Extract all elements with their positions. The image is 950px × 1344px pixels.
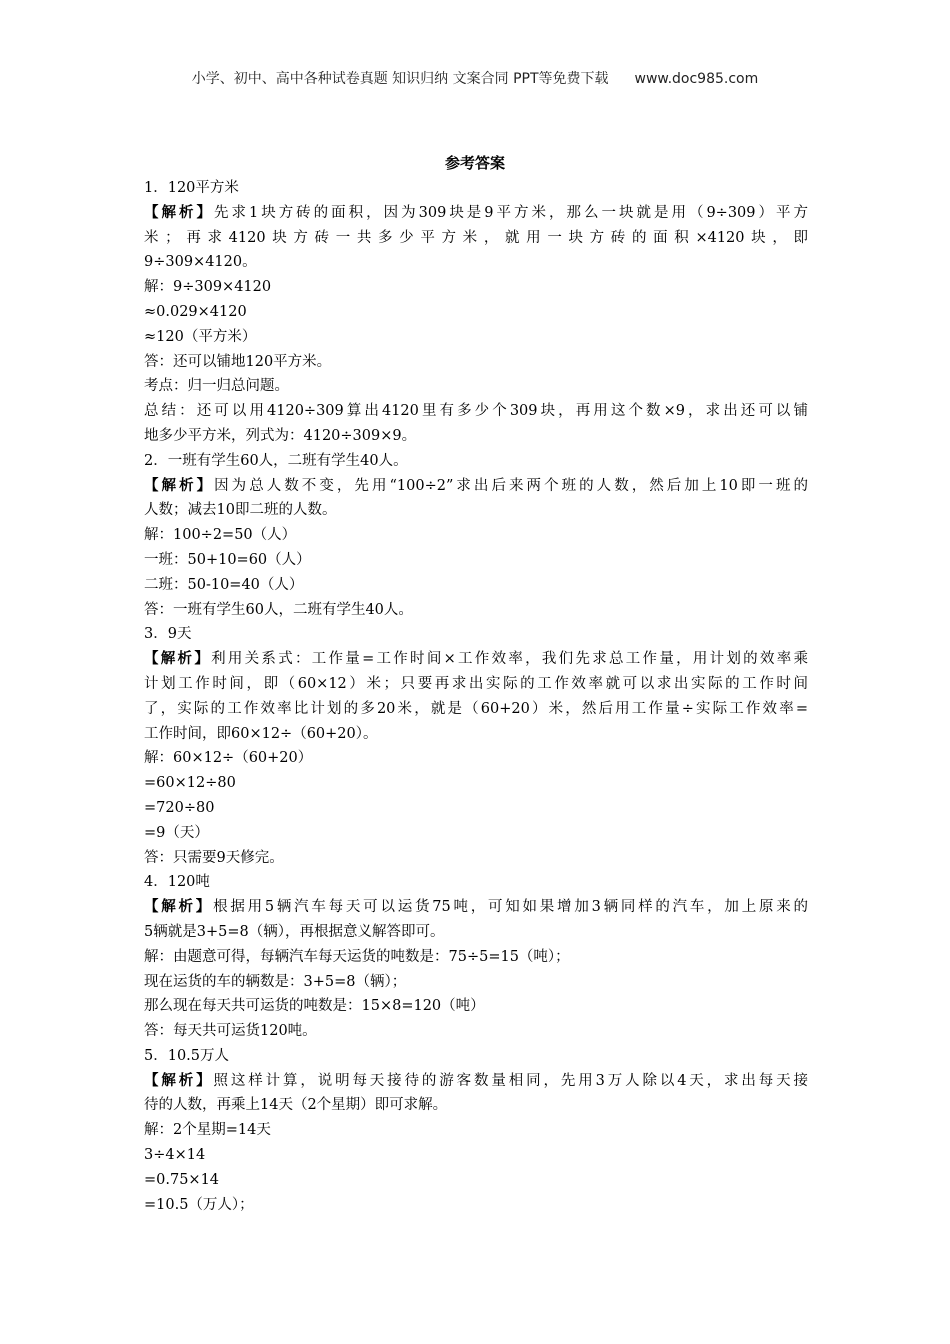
- analysis-tag: 【解析】: [144, 476, 215, 494]
- header-site-link[interactable]: www.doc985.com: [634, 71, 759, 87]
- analysis-tag: 【解析】: [144, 650, 212, 668]
- q1-analysis-line-2: 米；再求4120块方砖一共多少平方米，就用一块方砖的面积×4120块，即: [144, 229, 808, 246]
- q3-analysis-line-4: 工作时间，即60×12÷（60+20）。: [144, 725, 378, 742]
- q5-step-2: 3÷4×14: [144, 1147, 206, 1164]
- q3-step-2: =60×12÷80: [144, 775, 236, 792]
- q1-step-2: ≈0.029×4120: [144, 303, 247, 320]
- q1-summary-line-2: 地多少平方米，列式为：4120÷309×9。: [144, 427, 417, 444]
- q2-answer: 2．一班有学生60人，二班有学生40人。: [144, 452, 408, 469]
- q4-step-1: 解：由题意可得，每辆汽车每天运货的吨数是：75÷5=15（吨）；: [144, 948, 570, 965]
- page-header: [0, 68, 950, 88]
- q4-analysis-line-1: 【解析】根据用5辆汽车每天可以运货75吨，可知如果增加3辆同样的汽车，加上原来的: [144, 898, 808, 916]
- q5-analysis-line-2: 待的人数，再乘上14天（2个星期）即可求解。: [144, 1097, 448, 1114]
- q5-answer: 5．10.5万人: [144, 1047, 230, 1064]
- q2-step-3: 二班：50-10=40（人）: [144, 576, 304, 593]
- q2-analysis-line-1: 【解析】因为总人数不变，先用“100÷2”求出后来两个班的人数，然后加上10即一班的: [144, 476, 808, 494]
- q4-answer: 4．120吨: [144, 874, 210, 891]
- q1-step-3: ≈120（平方米）: [144, 328, 257, 345]
- q5-analysis-line-1: 【解析】照这样计算，说明每天接待的游客数量相同，先用3万人除以4天，求出每天接: [144, 1071, 809, 1089]
- q2-analysis-line-2: 人数；减去10即二班的人数。: [144, 502, 337, 519]
- q3-analysis-line-1: 【解析】利用关系式：工作量=工作时间×工作效率，我们先求总工作量，用计划的效率乘: [144, 650, 809, 668]
- q4-step-2: 现在运货的车的辆数是：3+5=8（辆）；: [144, 973, 407, 990]
- q1-analysis-line-1: 【解析】先求1块方砖的面积，因为309块是9平方米，那么一块就是用（9÷309）平方: [144, 203, 808, 221]
- q3-step-4: =9（天）: [144, 824, 209, 841]
- q4-analysis-line-2: 5辆就是3+5=8（辆），再根据意义解答即可。: [144, 923, 445, 940]
- q5-step-1: 解：2个星期=14天: [144, 1122, 271, 1139]
- analysis-tag: 【解析】: [144, 1071, 214, 1089]
- q5-step-4: =10.5（万人）；: [144, 1196, 254, 1213]
- header-text: 小学、初中、高中各种试卷真题 知识归纳 文案合同 PPT等免费下载: [191, 71, 609, 87]
- q1-reply: 答：还可以铺地120平方米。: [144, 353, 332, 370]
- q5-step-3: =0.75×14: [144, 1171, 220, 1188]
- q1-answer: 1．120平方米: [144, 180, 239, 196]
- q1-summary-line-1: 总结：还可以用4120÷309算出4120里有多少个309块，再用这个数×9，求出还可以铺: [144, 403, 808, 420]
- q2-step-2: 一班：50+10=60（人）: [144, 551, 311, 568]
- q1-point: 考点：归一归总问题。: [144, 378, 289, 395]
- q3-answer: 3．9天: [144, 626, 192, 643]
- q1-analysis-line-3: 9÷309×4120。: [144, 254, 257, 271]
- q4-step-3: 那么现在每天共可运货的吨数是：15×8=120（吨）: [144, 998, 485, 1015]
- q2-reply: 答：一班有学生60人，二班有学生40人。: [144, 601, 413, 618]
- q3-step-1: 解：60×12÷（60+20）: [144, 750, 313, 767]
- q3-analysis-line-3: 了，实际的工作效率比计划的多20米，就是（60+20）米，然后用工作量÷实际工作效率=: [144, 700, 808, 717]
- answer-content: [144, 176, 808, 1217]
- q1-step-1: 解：9÷309×4120: [144, 279, 272, 296]
- q3-step-3: =720÷80: [144, 799, 215, 816]
- q4-reply: 答：每天共可运货120吨。: [144, 1023, 317, 1040]
- q3-reply: 答：只需要9天修完。: [144, 849, 284, 866]
- q3-analysis-line-2: 计划工作时间，即（60×12）米；只要再求出实际的工作效率就可以求出实际的工作时间: [144, 675, 808, 692]
- analysis-tag: 【解析】: [144, 898, 214, 916]
- page-title: 参考答案: [444, 154, 505, 172]
- analysis-tag: 【解析】: [144, 203, 214, 221]
- q2-step-1: 解：100÷2=50（人）: [144, 527, 297, 544]
